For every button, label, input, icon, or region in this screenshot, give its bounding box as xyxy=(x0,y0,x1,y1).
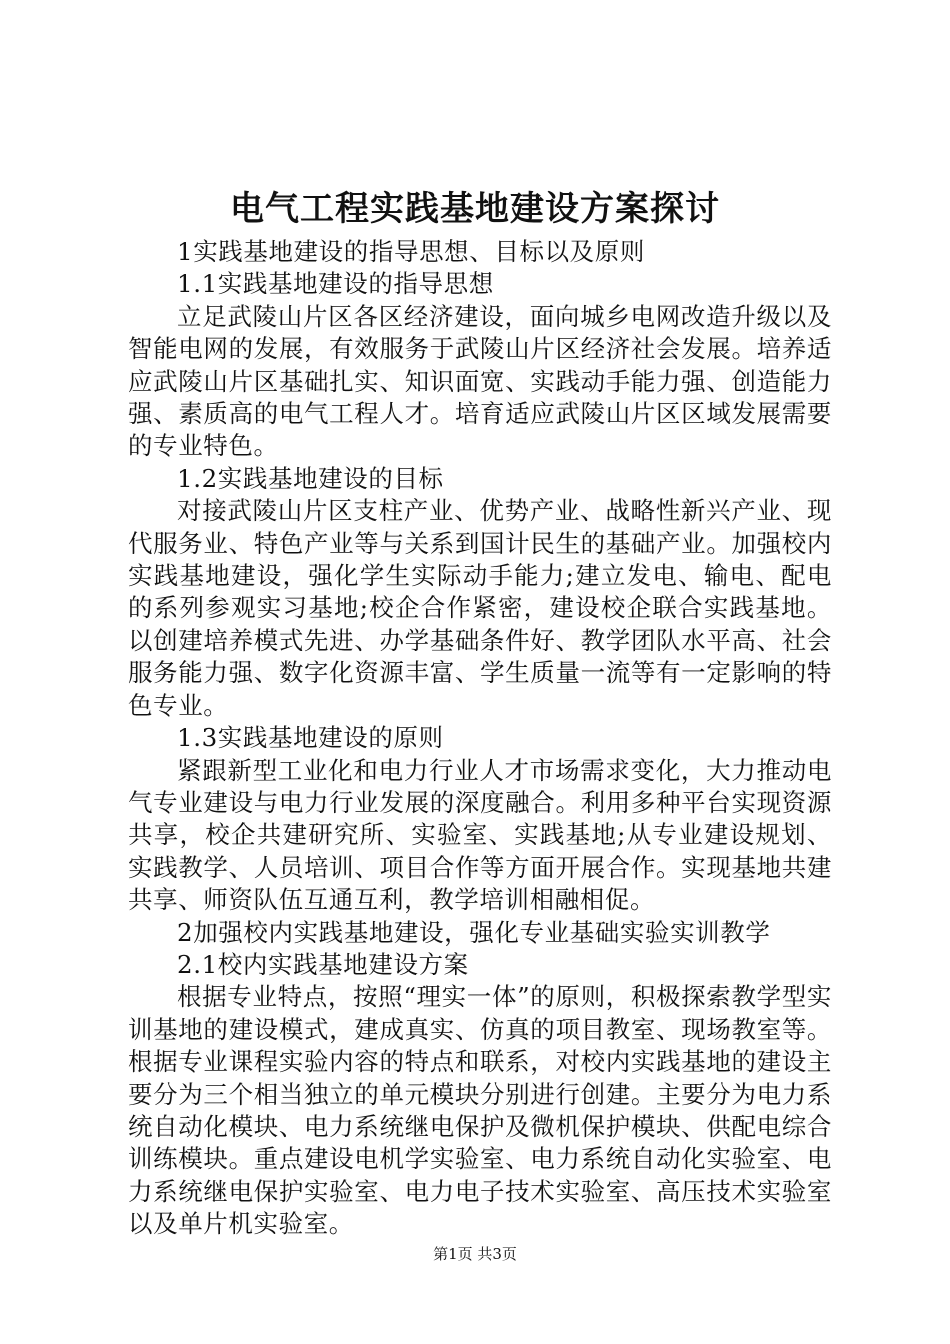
document-title: 电气工程实践基地建设方案探讨 xyxy=(230,189,720,229)
document-body xyxy=(128,236,832,1241)
section-heading: 2加强校内实践基地建设，强化专业基础实验实训教学 xyxy=(177,917,771,947)
body-paragraph: 紧跟新型工业化和电力行业人才市场需求变化，大力推动电气专业建设与电力行业发展的深度融合。利用多种平台实现资源共享，校企共建研究所、实验室、实践基地;从专业建设规划、实践教学、人员培训、项目合作等方面开展合作。实现基地共建共享、师资队伍互通互利，教学培训相融相促。 xyxy=(128,755,832,915)
subsection-heading: 1.1实践基地建设的指导思想 xyxy=(177,269,494,299)
body-paragraph: 对接武陵山片区支柱产业、优势产业、战略性新兴产业、现代服务业、特色产业等与关系到国计民生的基础产业。加强校内实践基地建设，强化学生实际动手能力;建立发电、输电、配电的系列参观实习基地;校企合作紧密，建设校企联合实践基地。以创建培养模式先进、办学基础条件好、教学团队水平高、社会服务能力强、数字化资源丰富、学生质量一流等有一定影响的特色专业。 xyxy=(128,496,832,720)
page-footer: 第1页 共3页 xyxy=(433,1245,517,1263)
subsection-heading: 2.1校内实践基地建设方案 xyxy=(177,949,469,979)
subsection-heading: 1.2实践基地建设的目标 xyxy=(177,463,444,493)
section-heading: 1实践基地建设的指导思想、目标以及原则 xyxy=(177,237,645,266)
body-paragraph: 立足武陵山片区各区经济建设，面向城乡电网改造升级以及智能电网的发展，有效服务于武陵山片区经济社会发展。培养适应武陵山片区基础扎实、知识面宽、实践动手能力强、创造能力强、素质高的电气工程人才。培育适应武陵山片区区域发展需要的专业特色。 xyxy=(128,301,832,461)
body-paragraph: 根据专业特点，按照“理实一体”的原则，积极探索教学型实训基地的建设模式，建成真实、仿真的项目教室、现场教室等。根据专业课程实验内容的特点和联系，对校内实践基地的建设主要分为三个相当独立的单元模块分别进行创建。主要分为电力系统自动化模块、电力系统继电保护及微机保护模块、供配电综合训练模块。重点建设电机学实验室、电力系统自动化实验室、电力系统继电保护实验室、电力电子技术实验室、高压技术实验室以及单片机实验室。 xyxy=(128,982,832,1239)
subsection-heading: 1.3实践基地建设的原则 xyxy=(177,723,444,753)
